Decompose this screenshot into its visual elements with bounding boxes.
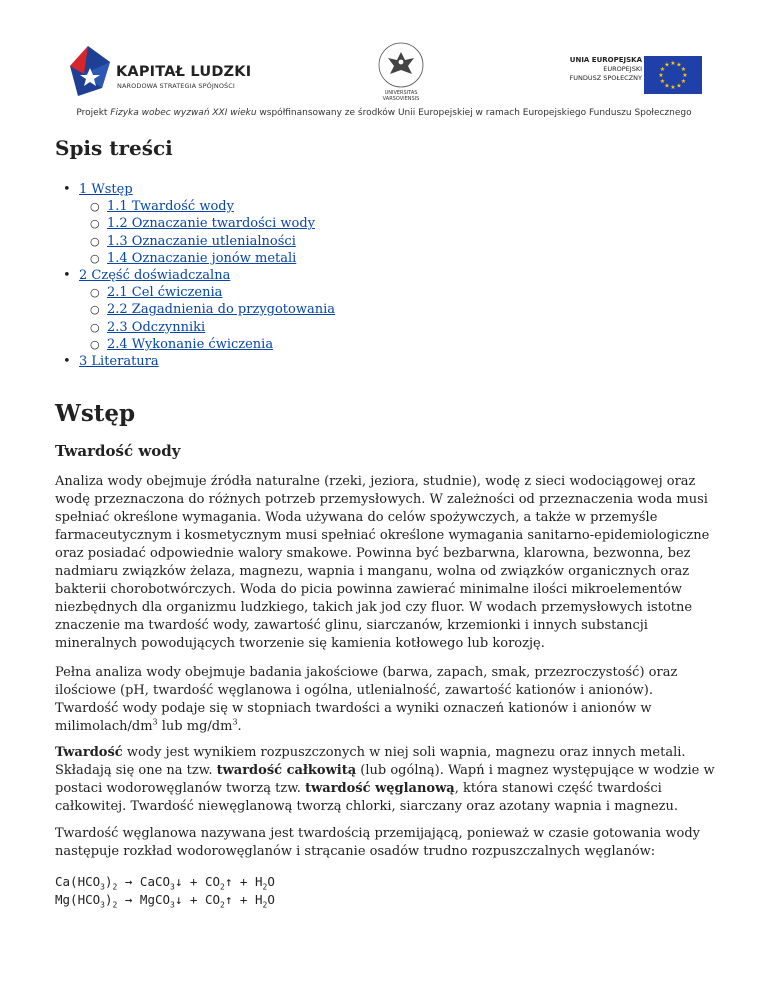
svg-text:★: ★ — [658, 72, 664, 79]
toc-item — [55, 301, 335, 318]
eu-line1: UNIA EUROPEJSKA — [569, 56, 642, 64]
university-eagle-icon — [374, 40, 428, 90]
p3-bold-3: twardość węglanową — [305, 781, 455, 796]
university-logo — [374, 40, 428, 100]
toc-link-2-2[interactable]: 2.2 Zagadnienia do przygotowania — [107, 302, 335, 318]
paragraph-1: Analiza wody obejmuje źródła naturalne (rzeki, jeziora, studnie), wodę z sieci wodociągowej oraz wodę przeznaczona do różnych potrzeb przemysłowych. W zależności od przeznaczenia woda musi spełniać określone wymagania. Woda używana do celów spożywczych, a także w przemyśle farmaceutycznym i kosmetycznym musi spełniać określone wymagania sanitarno-epidemiologiczne oraz posiadać odpowiednie walory smakowe. Powinna być bezbarwna, klarowna, bezwonna, bez nadmiaru związków żelaza, magnezu, wapnia i manganu, wolna od związków organicznych oraz bakterii chorobotwórczych. Woda do picia powinna zawierać minimalne ilości mikroelementów niezbędnych dla organizmu ludzkiego, takich jak jod czy fluor. W wodach przemysłowych istotne znaczenie ma twardość wody, zawartość glinu, siarczanów, krzemionki i innych substancji mineralnych powodujących tworzenie się kamienia kotłowego lub korozję. — [55, 474, 710, 651]
eq-text: ↓ + CO — [174, 874, 221, 889]
toc-item — [55, 250, 335, 267]
eq-sub: 3 — [100, 900, 105, 910]
toc-link-2-4[interactable]: 2.4 Wykonanie ćwiczenia — [107, 336, 274, 352]
svg-text:★: ★ — [664, 61, 670, 69]
circle-bullet-icon: ○ — [90, 320, 100, 334]
eq-sub: 2 — [220, 900, 225, 910]
paragraph-4: Twardość węglanowa nazywana jest twardością przemijającą, ponieważ w czasie gotowania wody następuje rozkład wodorowęglanów i strącanie osadów trudno rozpuszczalnych węglanów: — [55, 826, 701, 859]
kapital-ludzki-title: KAPITAŁ LUDZKI — [116, 64, 252, 80]
eq-text: ↑ + H — [224, 892, 263, 907]
p2-sup-2: 3 — [232, 717, 238, 727]
bullet-icon: • — [63, 354, 71, 370]
project-credit-line — [0, 108, 768, 118]
toc-item — [55, 198, 335, 215]
eq-arrow: → — [117, 874, 140, 889]
eq-text: MgCO — [139, 892, 171, 907]
toc-link-1-3[interactable]: 1.3 Oznaczanie utlenialności — [107, 233, 296, 249]
svg-text:★: ★ — [664, 82, 670, 90]
eu-text — [569, 56, 642, 83]
svg-text:★: ★ — [676, 82, 682, 90]
svg-text:★: ★ — [682, 72, 688, 79]
project-title: Fizyka wobec wyzwań XXI wieku — [110, 108, 257, 118]
eq-text: O — [267, 874, 275, 889]
p3-bold-1: Twardość — [55, 745, 123, 760]
eq-sub: 3 — [170, 882, 175, 892]
circle-bullet-icon: ○ — [90, 337, 100, 351]
project-prefix: Projekt — [76, 108, 111, 118]
subsection-title: Twardość wody — [55, 442, 181, 460]
p3-text-3: , która stanowi część twardości całkowitej. Twardość niewęglanową tworzą chlorki, siarczany oraz azotany wapnia i magnezu. — [55, 781, 679, 814]
eu-line3: FUNDUSZ SPOŁECZNY — [569, 74, 642, 82]
eq-sub: 3 — [170, 900, 175, 910]
toc-item — [55, 267, 335, 284]
section-title: Wstęp — [55, 400, 136, 427]
eu-line2: EUROPEJSKI — [603, 65, 642, 73]
eq-text: ↓ + CO — [174, 892, 221, 907]
toc-item — [55, 336, 335, 353]
svg-text:★: ★ — [670, 60, 676, 67]
svg-text:★: ★ — [680, 78, 687, 85]
p2-text-c: . — [237, 719, 242, 734]
eq-sub: 3 — [100, 882, 105, 892]
eu-flag-icon — [644, 56, 702, 94]
toc-link-1-4[interactable]: 1.4 Oznaczanie jonów metali — [107, 250, 297, 266]
toc-item — [55, 233, 335, 250]
eq-text: ) — [104, 874, 113, 889]
eq-text: Ca(HCO — [55, 874, 101, 889]
circle-bullet-icon: ○ — [90, 303, 100, 317]
toc-link-3[interactable]: 3 Literatura — [79, 354, 159, 370]
page-header — [0, 0, 768, 135]
eq-sub: 2 — [262, 900, 268, 910]
svg-text:★: ★ — [670, 84, 676, 91]
toc-item — [55, 319, 335, 336]
svg-text:★: ★ — [680, 66, 687, 73]
bullet-icon: • — [63, 268, 71, 284]
eu-stars-icon — [644, 56, 702, 94]
toc-item — [55, 215, 335, 232]
p2-sup-1: 3 — [152, 717, 158, 727]
paragraph-3 — [55, 744, 717, 816]
toc-link-1[interactable]: 1 Wstęp — [79, 182, 133, 197]
eq-sub: 2 — [220, 882, 225, 892]
circle-bullet-icon: ○ — [90, 234, 100, 248]
circle-bullet-icon: ○ — [90, 251, 100, 265]
circle-bullet-icon: ○ — [90, 200, 100, 214]
svg-text:★: ★ — [659, 78, 666, 85]
eq-sub: 2 — [112, 882, 118, 892]
circle-bullet-icon: ○ — [90, 286, 100, 300]
kapital-ludzki-emblem-icon — [68, 44, 114, 100]
equation-line — [55, 891, 275, 909]
eq-sub: 2 — [262, 882, 268, 892]
p3-text-1: wody jest wynikiem rozpuszczonych w niej soli wapnia, magnezu oraz innych metali. Składają się one na tzw. — [55, 745, 686, 778]
chemical-equations — [55, 873, 275, 909]
table-of-contents — [55, 181, 335, 370]
kapital-ludzki-logo — [68, 44, 258, 100]
eq-sub: 2 — [112, 900, 118, 910]
toc-link-2[interactable]: 2 Część doświadczalna — [79, 268, 231, 284]
svg-text:★: ★ — [659, 66, 666, 73]
toc-title: Spis treści — [55, 136, 173, 160]
toc-link-2-1[interactable]: 2.1 Cel ćwiczenia — [107, 285, 223, 301]
eq-text: Mg(HCO — [55, 892, 101, 907]
eq-text: O — [267, 892, 275, 907]
kapital-ludzki-subtitle: NARODOWA STRATEGIA SPÓJNOŚCI — [117, 82, 235, 90]
toc-link-1-1[interactable]: 1.1 Twardość wody — [107, 199, 234, 215]
eu-logo — [530, 56, 702, 96]
eq-arrow: → — [117, 892, 140, 907]
eq-text: ) — [104, 892, 113, 907]
bullet-icon: • — [63, 182, 71, 197]
p3-text-2: (lub ogólną). Wapń i magnez występujące w wodzie w postaci wodorowęglanów tworzą tzw. — [55, 763, 715, 796]
equation-line — [55, 873, 275, 891]
eq-text: ↑ + H — [224, 874, 263, 889]
eq-text: CaCO — [139, 874, 171, 889]
paragraph-2 — [55, 664, 717, 736]
p2-text-a: Pełna analiza wody obejmuje badania jakościowe (barwa, zapach, smak, przezroczystość) oraz ilościowe (pH, twardość węglanowa i ogólna, utlenialność, zawartość kationów i anionów). Twardość wody podaje się w stopniach twardości a wyniki oznaczeń kationów i anionów w milimolach/dm — [55, 665, 678, 734]
svg-text:★: ★ — [676, 61, 682, 69]
circle-bullet-icon: ○ — [90, 217, 100, 231]
toc-item — [55, 284, 335, 301]
toc-item — [55, 181, 335, 198]
university-name: UNIVERSITAS VARSOVIENSIS — [382, 90, 420, 102]
p2-text-b: lub mg/dm — [157, 719, 233, 734]
toc-link-1-2[interactable]: 1.2 Oznaczanie twardości wody — [107, 216, 315, 232]
project-suffix: współfinansowany ze środków Unii Europejskiej w ramach Europejskiego Funduszu Społecznego — [256, 108, 692, 118]
toc-item — [55, 353, 335, 370]
toc-link-2-3[interactable]: 2.3 Odczynniki — [107, 319, 206, 335]
p3-bold-2: twardość całkowitą — [216, 763, 357, 778]
